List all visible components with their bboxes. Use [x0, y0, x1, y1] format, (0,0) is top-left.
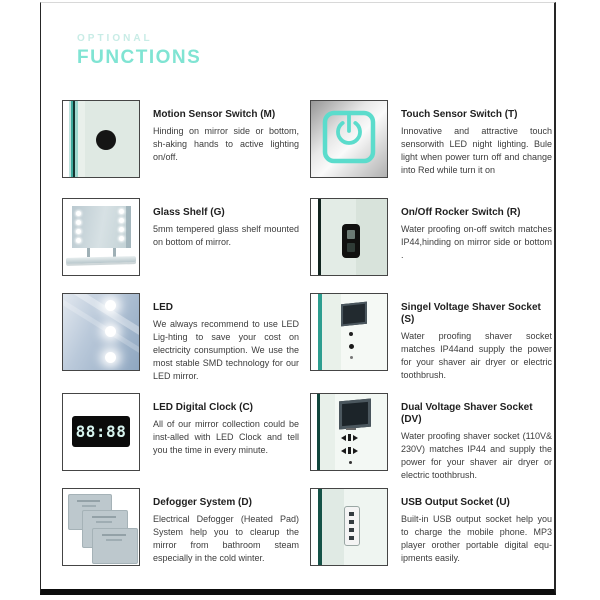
feature-body: We always recommend to use LED Lig-hting to save your cost on electricity consumption. We use the most stable SMD technology for our LED mirror. [153, 319, 299, 381]
feature-body: All of our mirror collection could be inst-alled with LED Clock and tell you the time in every minute. [153, 419, 299, 455]
rocker-switch-image [310, 198, 388, 276]
header-kicker: OPTIONAL [77, 33, 153, 44]
glass-shelf-shape [66, 256, 136, 264]
led-dot [76, 211, 81, 216]
feature-body: Hinding on mirror side or bottom, sh-aking hands to active lighting on/off. [153, 126, 299, 162]
feature-text [401, 488, 552, 566]
touch-sensor-image [310, 100, 388, 178]
feature-body: 5mm tempered glass shelf mounted on bottom of mirror. [153, 224, 299, 247]
feature-title: On/Off Rocker Switch (R) [401, 207, 521, 218]
led-dot [76, 229, 81, 234]
sensor-dot-icon [96, 130, 116, 150]
feature-title: Defogger System (D) [153, 497, 252, 508]
socket-dot [350, 356, 353, 359]
socket-holes [341, 434, 358, 441]
socket-screen [339, 399, 371, 430]
led-dot [76, 238, 81, 243]
glass-shelf-image [62, 198, 140, 276]
led-glow-dot [105, 300, 116, 311]
feature-title: Dual Voltage Shaver Socket (DV) [401, 402, 533, 425]
shelf-post [87, 248, 90, 257]
page-header [77, 33, 201, 69]
feature-text [401, 100, 552, 178]
feature-text [153, 488, 299, 566]
feature-body: Electrical Defogger (Heated Pad) System help you to clearup the mirror from bathroom steam especially in the cold winter. [153, 514, 299, 563]
feature-item-motion-sensor [62, 100, 302, 178]
feature-body: Water proofing shaver socket matches IP44and supply the power for your shaver air dryer or electric toothbrush. [401, 331, 552, 380]
power-icon [311, 101, 387, 177]
feature-title: LED [153, 302, 173, 313]
socket-hole [353, 448, 358, 454]
feature-title: Motion Sensor Switch (M) [153, 109, 276, 120]
led-dot [119, 218, 124, 223]
socket-hole [341, 435, 346, 441]
rocker-key [347, 230, 355, 239]
usb-pin [349, 536, 354, 540]
feature-body: Water proofing on-off switch matches IP44,hinding on mirror side or bottom . [401, 224, 552, 260]
defogger-image [62, 488, 140, 566]
feature-title: USB Output Socket (U) [401, 497, 510, 508]
socket-holes [341, 447, 358, 454]
feature-item-defogger [62, 488, 302, 566]
socket-label-dash [346, 428, 356, 430]
socket-hole [353, 435, 358, 441]
feature-text [153, 100, 299, 178]
rocker-switch-icon [342, 224, 360, 258]
feature-text [401, 293, 552, 382]
feature-item-led-clock [62, 393, 302, 471]
usb-port-icon [344, 506, 360, 546]
led-dot [119, 227, 124, 232]
clock-digits: 88:88 [75, 422, 127, 441]
led-dot [76, 220, 81, 225]
feature-text [401, 393, 552, 482]
feature-item-single-shaver-socket [310, 293, 556, 382]
feature-title: Touch Sensor Switch (T) [401, 109, 518, 120]
led-clock-image [62, 393, 140, 471]
feature-title: LED Digital Clock (C) [153, 402, 254, 413]
feature-item-usb-socket [310, 488, 556, 566]
feature-text [153, 293, 299, 383]
catalog-page [40, 2, 556, 595]
feature-item-rocker-switch [310, 198, 556, 276]
feature-item-led [62, 293, 302, 383]
socket-dot [349, 461, 352, 464]
led-dot [119, 209, 124, 214]
led-image [62, 293, 140, 371]
feature-item-glass-shelf [62, 198, 302, 276]
feature-body: Water proofing shaver socket (110V& 230V) matches IP44 and supply the power for your shaver air dryer or electric toothbrush. [401, 431, 552, 480]
page-title: FUNCTIONS [77, 47, 202, 68]
led-dot [119, 236, 124, 241]
feature-item-dual-shaver-socket [310, 393, 556, 482]
feature-text [401, 198, 552, 276]
socket-dot [349, 332, 353, 336]
socket-screen [341, 302, 367, 327]
socket-hole [348, 434, 351, 441]
usb-pin [349, 520, 354, 524]
socket-hole [348, 447, 351, 454]
feature-text [153, 198, 299, 276]
socket-dot [349, 344, 354, 349]
feature-body: Built-in USB output socket help you to charge the mobile phone. MP3 player orother portable digital equ-ipments easily. [401, 514, 552, 563]
led-glow-dot [105, 326, 116, 337]
heated-pad [92, 528, 138, 564]
feature-item-touch-sensor [310, 100, 556, 178]
single-shaver-socket-image [310, 293, 388, 371]
usb-pin [349, 512, 354, 516]
clock-lcd [72, 416, 130, 447]
feature-title: Singel Voltage Shaver Socket (S) [401, 302, 541, 325]
motion-sensor-image [62, 100, 140, 178]
feature-body: Innovative and attractive touch sensorwith LED night lighting. Bule light when power turn off and change into Red while turn it on [401, 126, 552, 175]
usb-pin [349, 528, 354, 532]
socket-hole [341, 448, 346, 454]
usb-socket-image [310, 488, 388, 566]
led-glow-dot [105, 352, 116, 363]
feature-title: Glass Shelf (G) [153, 207, 225, 218]
feature-text [153, 393, 299, 471]
rocker-key [347, 243, 355, 252]
dual-shaver-socket-image [310, 393, 388, 471]
